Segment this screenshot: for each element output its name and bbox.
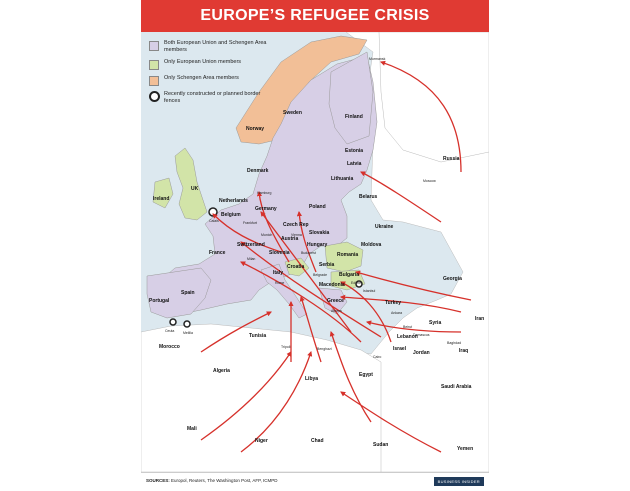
city-label: Frankfurt	[243, 221, 258, 225]
city-label: Cairo	[373, 355, 382, 359]
legend-item	[149, 91, 267, 105]
country-label: Turkey	[385, 300, 402, 306]
legend-label: Only European Union members	[164, 59, 242, 65]
city-label: Munich	[261, 233, 273, 237]
country-label: Romania	[337, 252, 359, 258]
city-label: Ankara	[391, 311, 403, 315]
city-label: Damascus	[413, 333, 430, 337]
city-label: Ceuta	[165, 329, 175, 333]
country-label: Latvia	[347, 161, 362, 167]
country-label: Portugal	[149, 298, 170, 304]
country-label: Greece	[327, 298, 344, 304]
sources-label: SOURCES:	[146, 478, 170, 483]
country-label: Netherlands	[219, 198, 248, 204]
poster	[141, 0, 489, 490]
country-label: Poland	[309, 204, 326, 210]
legend-item	[149, 59, 267, 70]
country-label: Austria	[281, 236, 299, 242]
country-label: Moldova	[361, 242, 382, 248]
country-label: UK	[191, 186, 199, 192]
country-label: Belarus	[359, 194, 378, 200]
legend-item	[149, 40, 267, 54]
city-label: Hamburg	[257, 191, 272, 195]
country-label: Jordan	[413, 350, 430, 356]
city-label: Tripoli	[281, 345, 291, 349]
country-label: Egypt	[359, 372, 373, 378]
country-label: Finland	[345, 114, 363, 120]
country-label: Libya	[305, 376, 319, 382]
country-label: Ireland	[153, 196, 170, 202]
country-label: Slovenia	[269, 250, 290, 256]
legend-swatch	[149, 60, 159, 70]
city-label: Budapest	[301, 251, 316, 255]
city-label: Athens	[331, 309, 342, 313]
city-label: Istanbul	[363, 289, 376, 293]
country-label: Saudi Arabia	[441, 384, 472, 390]
footer	[141, 472, 489, 491]
country-label: Georgia	[443, 276, 462, 282]
country-label: Tunisia	[249, 333, 267, 339]
sources-text: Europol, Reuters, The Washington Post, AFP, ICMPD	[171, 478, 278, 483]
country-label: Bulgaria	[339, 272, 360, 278]
country-label: Iraq	[459, 348, 469, 354]
country-label: Serbia	[319, 262, 335, 268]
city-label: Belgrade	[313, 273, 328, 277]
country-label: Iran	[475, 316, 485, 322]
country-label: Croatia	[287, 264, 305, 270]
legend	[149, 40, 267, 110]
country-label: Morocco	[159, 344, 180, 350]
page-title: EUROPE’S REFUGEE CRISIS	[200, 7, 430, 24]
legend-swatch	[149, 41, 159, 51]
country-label: Ukraine	[375, 224, 394, 230]
country-label: Germany	[255, 206, 277, 212]
country-label: Mali	[187, 426, 197, 432]
brand-logo: BUSINESS INSIDER	[434, 477, 484, 486]
country-label: Norway	[246, 126, 265, 132]
country-label: Switzerland	[237, 242, 265, 248]
title-bar	[141, 0, 489, 32]
country-label: Estonia	[345, 148, 364, 154]
country-label: Sweden	[283, 110, 302, 116]
city-label: Vienna	[291, 233, 302, 237]
legend-label: Recently constructed or planned border fences	[164, 91, 261, 104]
city-label: Beirut	[403, 325, 413, 329]
legend-label: Only Schengen Area members	[164, 75, 239, 81]
country-label: Italy	[273, 270, 284, 276]
fence-ring-icon	[149, 91, 160, 102]
city-label: Moscow	[423, 179, 436, 183]
legend-label: Both European Union and Schengen Area members	[164, 40, 267, 53]
city-label: Benghazi	[317, 347, 332, 351]
country-label: Slovakia	[309, 230, 330, 236]
country-label: Israel	[393, 346, 407, 352]
country-label: Russia	[443, 156, 460, 162]
legend-item	[149, 75, 267, 86]
city-label: Murmansk	[369, 57, 386, 61]
country-label: Niger	[255, 438, 268, 444]
country-label: Yemen	[457, 446, 474, 452]
country-label: Hungary	[307, 242, 328, 248]
country-label: Chad	[311, 438, 324, 444]
country-label: Lithuania	[331, 176, 354, 182]
country-label: Czech Rep	[283, 222, 309, 228]
country-label: Spain	[181, 290, 195, 296]
city-label: Milan	[247, 257, 256, 261]
city-label: Baghdad	[447, 341, 462, 345]
sources	[146, 478, 278, 483]
country-label: Macedonia	[319, 282, 345, 288]
fence-ring-icon	[170, 319, 176, 325]
fence-ring-icon	[184, 321, 190, 327]
city-label: Edirne	[351, 281, 362, 285]
legend-swatch	[149, 76, 159, 86]
city-label: Melilla	[183, 331, 193, 335]
country-label: Syria	[429, 320, 442, 326]
country-label: Lebanon	[397, 334, 418, 340]
country-label: Sudan	[373, 442, 389, 448]
country-label: France	[209, 250, 226, 256]
city-label: Rome	[275, 281, 285, 285]
city-label: Calais	[209, 219, 219, 223]
country-label: Algeria	[213, 368, 230, 374]
country-label: Belgium	[221, 212, 241, 218]
country-label: Denmark	[247, 168, 269, 174]
